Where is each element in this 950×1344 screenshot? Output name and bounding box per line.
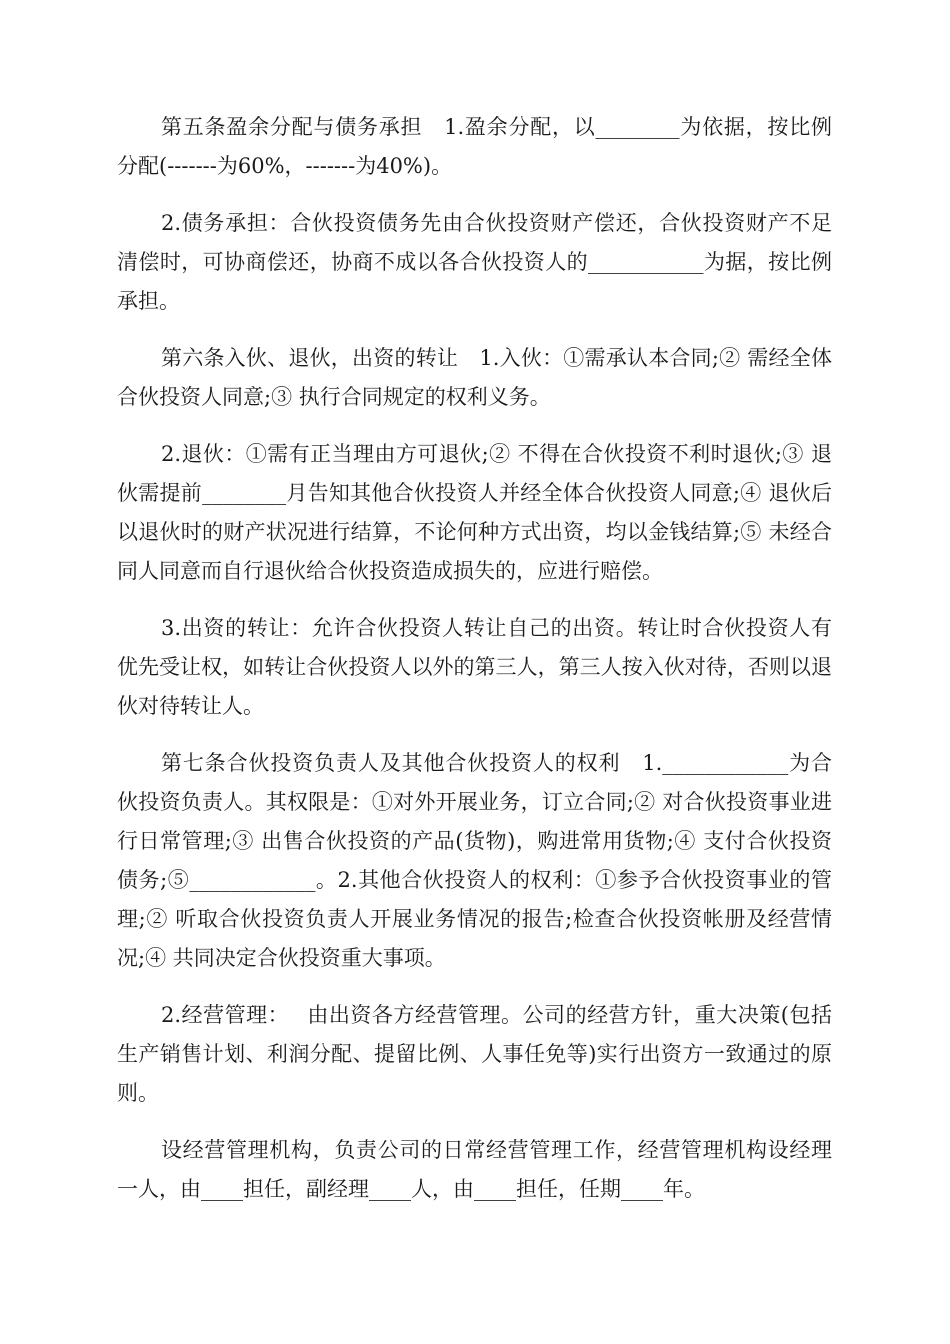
debt-bearing-paragraph: 2.债务承担：合伙投资债务先由合伙投资财产偿还，合伙投资财产不足清偿时，可协商偿还，协商不成以各合伙投资人的___________为据，按比例承担。 bbox=[117, 211, 832, 313]
article-5-profit-distribution: 第五条盈余分配与债务承担 1.盈余分配，以________为依据，按比例分配(-------为60%，-------为40%)。 bbox=[117, 115, 832, 178]
management-body-paragraph: 设经营管理机构，负责公司的日常经营管理工作，经营管理机构设经理一人，由____担任，副经理____人，由____担任，任期____年。 bbox=[117, 1138, 832, 1201]
article-6-admission-withdrawal: 第六条入伙、退伙，出资的转让 1.入伙：①需承认本合同;② 需经全体合伙投资人同意;③ 执行合同规定的权利义务。 bbox=[117, 346, 832, 409]
business-management-paragraph: 2.经营管理： 由出资各方经营管理。公司的经营方针，重大决策(包括生产销售计划、利润分配、提留比例、人事任免等)实行出资方一致通过的原则。 bbox=[117, 1003, 832, 1105]
capital-transfer-paragraph: 3.出资的转让：允许合伙投资人转让自己的出资。转让时合伙投资人有优先受让权，如转让合伙投资人以外的第三人，第三人按入伙对待，否则以退伙对待转让人。 bbox=[117, 616, 832, 718]
withdrawal-paragraph: 2.退伙：①需有正当理由方可退伙;② 不得在合伙投资不利时退伙;③ 退伙需提前________月告知其他合伙投资人并经全体合伙投资人同意;④ 退伙后以退伙时的财产状况进行结算，不论何种方式出资，均以金钱结算;⑤ 未经合同人同意而自行退伙给合伙投资造成损失的，应进行赔偿。 bbox=[117, 442, 832, 583]
article-7-partner-rights: 第七条合伙投资负责人及其他合伙投资人的权利 1.____________为合伙投资负责人。其权限是：①对外开展业务，订立合同;② 对合伙投资事业进行日常管理;③ 出售合伙投资的产品(货物)，购进常用货物;④ 支付合伙投资债务;⑤____________。2.其他合伙投资人的权利：①参予合伙投资事业的管理;② 听取合伙投资负责人开展业务情况的报告;检查合伙投资帐册及经营情况;④ 共同决定合伙投资重大事项。 bbox=[117, 751, 832, 970]
